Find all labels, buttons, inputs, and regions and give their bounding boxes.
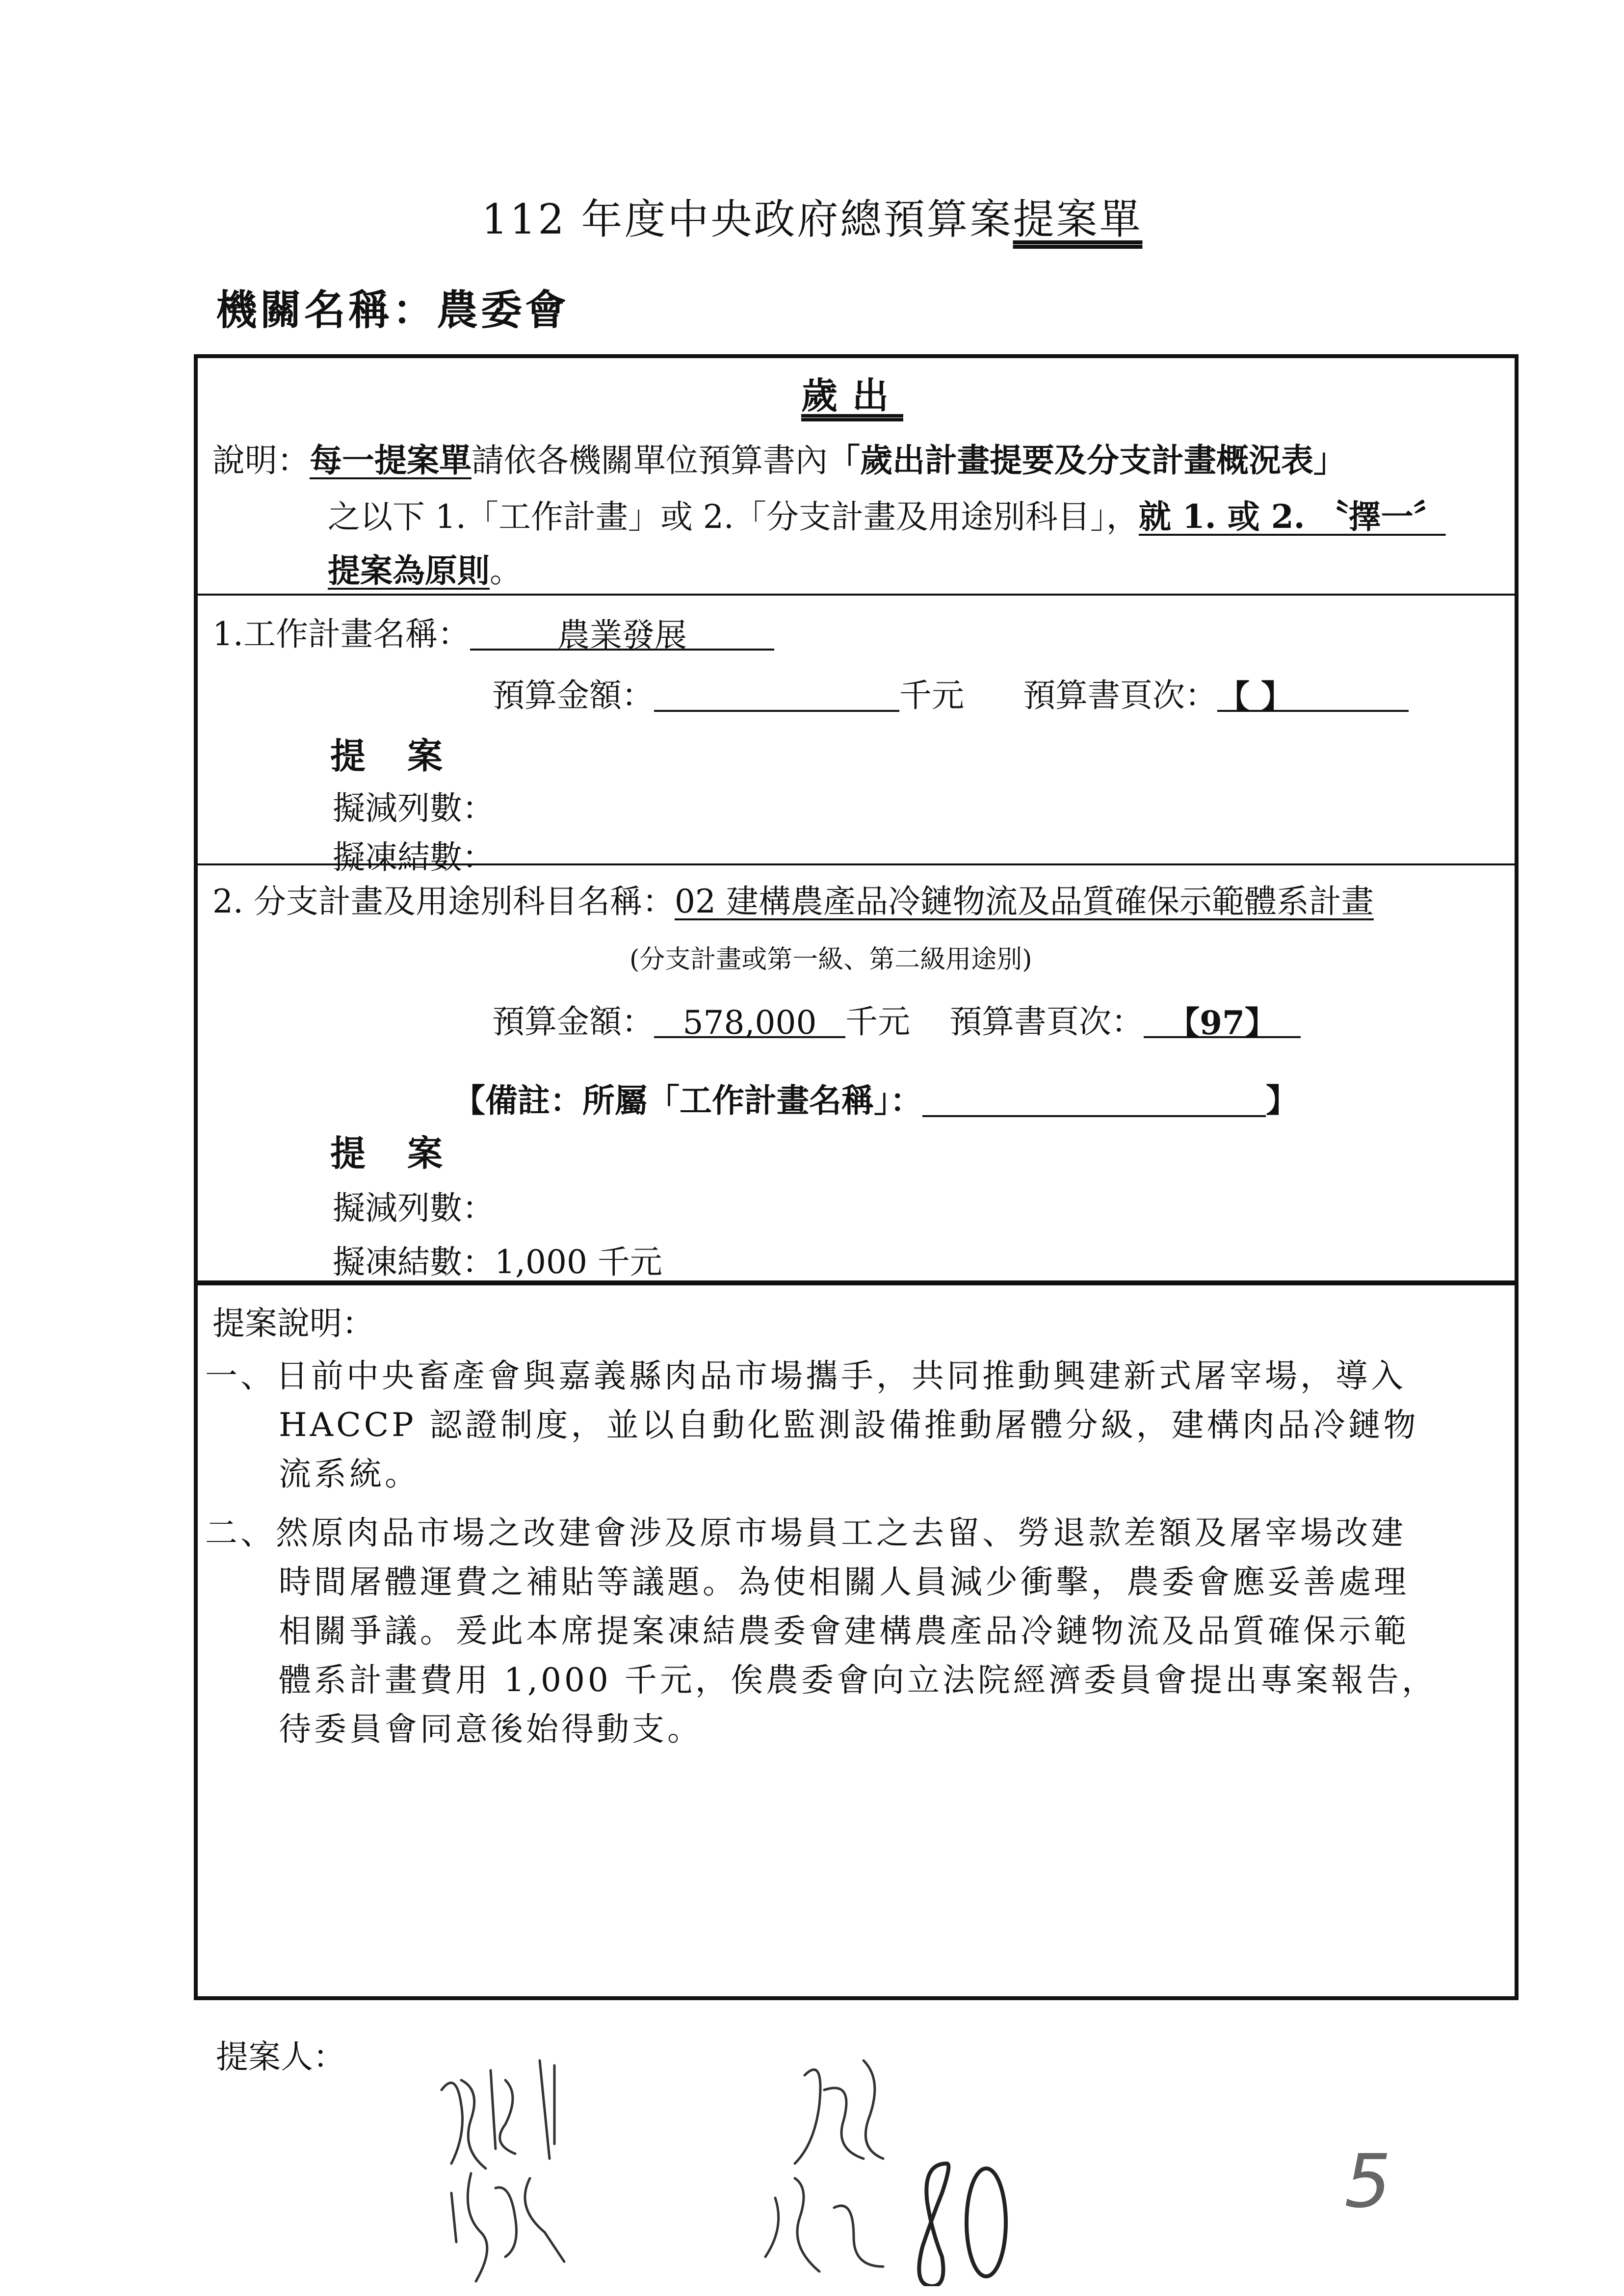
section-heading: 歲出 <box>801 375 903 417</box>
signature-3 <box>451 2173 564 2281</box>
instruction-line-2 <box>328 497 1446 536</box>
explanation-label: 提案說明： <box>212 1305 374 1342</box>
org-value: 農委會 <box>437 286 570 334</box>
instruction-period: 。 <box>490 552 522 590</box>
item-line: 然原肉品市場之改建會涉及原市場員工之去留、勞退款差額及屠宰場改建 <box>276 1514 1406 1552</box>
instruction-text: 請依各機關單位預算書內 <box>471 442 828 479</box>
item-marker: 一、 <box>205 1357 276 1395</box>
budget-row-1 <box>492 677 1409 716</box>
item-line: 體系計畫費用 1,000 千元，俟農委會向立法院經濟委員會提出專案報告， <box>279 1661 1437 1699</box>
freeze-row-1 <box>333 838 495 876</box>
cut-row-1 <box>333 789 495 827</box>
page-value: 【 】 <box>1217 678 1293 716</box>
signature-4 <box>765 2178 883 2271</box>
page-field[interactable] <box>1217 678 1409 716</box>
signature-1 <box>442 2061 554 2168</box>
instruction-principle: 提案為原則 <box>328 551 490 590</box>
budget-amount-value: 578,000 <box>682 1004 817 1042</box>
item-line: 相關爭議。爰此本席提案凍結農委會建構農產品冷鏈物流及品質確保示範 <box>279 1612 1409 1650</box>
freeze-label: 擬凍結數： <box>333 838 495 876</box>
remark-row <box>453 1081 1298 1120</box>
budget-amount-field[interactable] <box>654 1004 845 1042</box>
proposal-heading-1: 提 案 <box>330 735 458 777</box>
item-marker: 二、 <box>205 1514 276 1552</box>
instruction-emphasis: 每一提案單 <box>310 441 471 479</box>
handwritten-zero <box>967 2168 1006 2276</box>
freeze-row-2 <box>333 1243 662 1281</box>
instruction-choose-one: 就 1. 或 2. 〝擇一〞 <box>1138 497 1446 536</box>
cut-row-2 <box>333 1189 495 1227</box>
org-label: 機關名稱： <box>216 286 437 334</box>
cut-label: 擬減列數： <box>333 789 495 827</box>
sub-plan-label: 2. 分支計畫及用途別科目名稱： <box>212 883 675 920</box>
explanation-item-1 <box>205 1352 1510 1499</box>
divider <box>198 594 1515 596</box>
page-field[interactable] <box>1144 1004 1301 1042</box>
proposers-label: 提案人： <box>216 2038 345 2076</box>
document-title <box>0 186 1624 246</box>
unit-label: 千元 <box>899 677 964 714</box>
proposal-heading-2: 提 案 <box>330 1132 458 1174</box>
work-plan-row <box>212 615 774 654</box>
budget-label: 預算金額： <box>492 1003 654 1041</box>
freeze-value[interactable]: 1,000 千元 <box>495 1243 662 1281</box>
item-line: 待委員會同意後始得動支。 <box>279 1710 703 1748</box>
title-underlined: 提案單 <box>1013 195 1143 243</box>
page-label: 預算書頁次： <box>1023 677 1217 714</box>
sub-plan-hint: (分支計畫或第一級、第二級用途別) <box>629 945 1032 974</box>
instruction-line-1 <box>212 441 1346 479</box>
divider-thick <box>198 1280 1515 1285</box>
handwritten-eight <box>919 2164 948 2286</box>
work-plan-label: 1.工作計畫名稱： <box>212 615 470 653</box>
handwritten-signatures <box>432 2031 1168 2286</box>
budget-label: 預算金額： <box>492 677 654 714</box>
cut-label: 擬減列數： <box>333 1189 495 1227</box>
explanation-item-2 <box>205 1509 1510 1754</box>
freeze-label: 擬凍結數： <box>333 1243 495 1281</box>
item-line: 時間屠體運費之補貼等議題。為使相關人員減少衝擊，農委會應妥善處理 <box>279 1563 1409 1601</box>
organization-name <box>216 277 569 337</box>
work-plan-field[interactable] <box>470 616 774 654</box>
item-line: HACCP 認證制度，並以自動化監測設備推動屠體分級，建構肉品冷鏈物 <box>279 1406 1419 1444</box>
remark-close: 】 <box>1266 1081 1298 1120</box>
instruction-text-2: 之以下 1.「工作計畫」或 2.「分支計畫及用途別科目」， <box>328 498 1139 536</box>
instruction-label: 說明： <box>212 442 310 479</box>
divider <box>198 863 1515 865</box>
title-prefix: 112 年度中央政府總預算案 <box>481 195 1013 243</box>
page-value: 【97】 <box>1167 1004 1277 1042</box>
instruction-line-3 <box>328 551 522 590</box>
remark-field[interactable] <box>922 1086 1266 1117</box>
remark-label: 【備註：所屬「工作計畫名稱」： <box>453 1081 922 1120</box>
instruction-table-name: 「歲出計畫提要及分支計畫概況表」 <box>828 441 1346 479</box>
sub-plan-value[interactable]: 02 建構農產品冷鏈物流及品質確保示範體系計畫 <box>674 883 1374 920</box>
budget-row-2 <box>492 1003 1301 1042</box>
item-line: 日前中央畜產會與嘉義縣肉品市場攜手，共同推動興建新式屠宰場，導入 <box>276 1357 1406 1395</box>
item-line: 流系統。 <box>279 1455 420 1493</box>
budget-amount-field[interactable] <box>654 680 899 712</box>
page-number: 5 <box>1344 2139 1391 2224</box>
sub-plan-row <box>212 883 1374 920</box>
proposal-form-box <box>194 354 1519 2000</box>
unit-label: 千元 <box>845 1003 910 1041</box>
signature-2 <box>795 2061 883 2164</box>
page-label: 預算書頁次： <box>949 1003 1144 1041</box>
work-plan-value: 農業發展 <box>557 616 687 654</box>
